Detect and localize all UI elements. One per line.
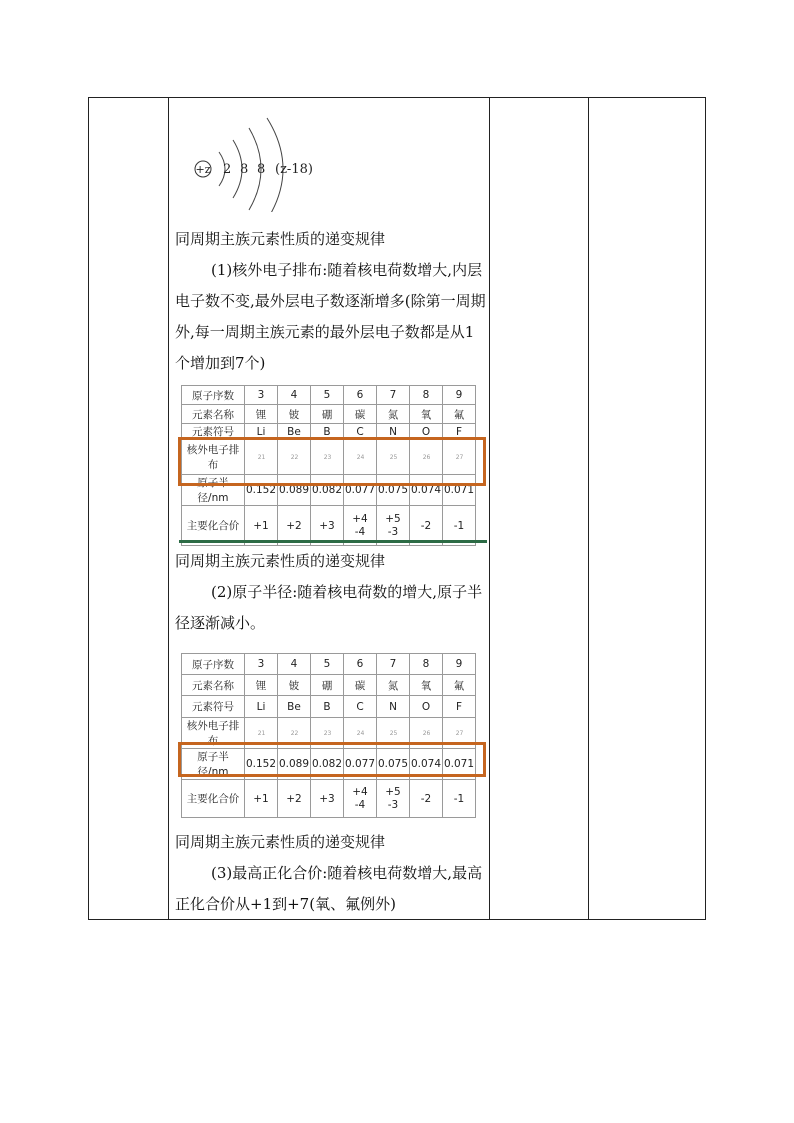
electron-shell-icon: 2 1 [245,440,278,475]
row-label: 原子序数 [182,386,245,405]
table-cell: Li [245,424,278,440]
table-cell: 7 [377,654,410,675]
table-cell: 0.071 [443,475,476,506]
table-cell: Be [278,696,311,718]
atom-structure-diagram [189,106,389,212]
table-row [182,386,476,405]
table-cell: -1 [443,506,476,546]
table-cell: 5 [311,386,344,405]
table-cell: 硼 [311,405,344,424]
electron-shell-icon: 2 3 [311,440,344,475]
electron-shell-icon: 2 2 [278,440,311,475]
content-column [169,98,489,919]
electron-shell-icon: 2 2 [278,718,311,749]
table-cell: O [410,424,443,440]
table-cell: 氟 [443,675,476,696]
shell-count-3: 8 [257,162,266,177]
electron-shell-icon: 2 5 [377,440,410,475]
nucleus-label: +z [195,163,211,176]
table-cell: 0.075 [377,749,410,780]
table-cell: Li [245,696,278,718]
section-1-heading: 同周期主族元素性质的递变规律 [175,230,386,248]
table-cell: F [443,696,476,718]
table-row [182,405,476,424]
row-label: 核外电子排布 [182,440,245,475]
table-cell: +3 [311,506,344,546]
shell-count-2: 8 [240,162,249,177]
table-cell: Be [278,424,311,440]
table-cell: 氮 [377,405,410,424]
electron-shell-icon: 2 1 [245,718,278,749]
table-cell: +1 [245,506,278,546]
table-cell: 0.071 [443,749,476,780]
table-row [182,696,476,718]
table-cell: 6 [344,386,377,405]
table-cell: 9 [443,654,476,675]
row-label: 元素符号 [182,424,245,440]
table-cell: 氧 [410,675,443,696]
table-cell: 铍 [278,405,311,424]
shell-count-4: (z-18) [275,162,313,177]
row-label: 主要化合价 [182,780,245,818]
table-cell: 0.089 [278,475,311,506]
row-label: 原子半径/nm [182,475,245,506]
row-label: 元素名称 [182,405,245,424]
table-cell: -2 [410,506,443,546]
column-divider-3 [588,98,589,919]
table-cell: 氮 [377,675,410,696]
table-cell: B [311,696,344,718]
lesson-table [88,97,706,920]
table-cell: 0.082 [311,475,344,506]
table-cell: 0.077 [344,749,377,780]
table-cell: O [410,696,443,718]
section-3-heading: 同周期主族元素性质的递变规律 [175,833,386,851]
table-cell: 0.074 [410,475,443,506]
highlight-box-electron-configuration [178,437,486,486]
table-cell: C [344,424,377,440]
electron-shell-icon: 2 5 [377,718,410,749]
table-row [182,780,476,818]
table-cell: 碳 [344,675,377,696]
row-label: 元素符号 [182,696,245,718]
table-cell: +5 -3 [377,506,410,546]
table-cell: 0.089 [278,749,311,780]
row-label: 核外电子排布 [182,718,245,749]
electron-shell-icon: 2 6 [410,718,443,749]
section-1-body: (1)核外电子排布:随着核电荷数增大,内层电子数不变,最外层电子数逐渐增多(除第一周期外,每一周期主族元素的最外层电子数都是从1个增加到7个) [175,261,486,372]
table-cell: +1 [245,780,278,818]
electron-shell-icon: 2 3 [311,718,344,749]
periodic-table-2 [181,653,476,818]
table-row [182,654,476,675]
table-cell: 7 [377,386,410,405]
table-cell: C [344,696,377,718]
table-cell: +2 [278,780,311,818]
highlight-box-atomic-radius [178,742,486,777]
table-cell: N [377,696,410,718]
table-cell: 铍 [278,675,311,696]
table-cell: 0.075 [377,475,410,506]
section-3-body: (3)最高正化合价:随着核电荷数增大,最高正化合价从+1到+7(氧、氟例外) [175,864,483,913]
table-cell: 3 [245,386,278,405]
table-cell: 6 [344,654,377,675]
column-divider-2 [489,98,490,919]
row-label: 元素名称 [182,675,245,696]
table-cell: 4 [278,386,311,405]
table-cell: -1 [443,780,476,818]
shell-count-1: 2 [223,162,232,177]
row-label: 原子序数 [182,654,245,675]
table-cell: 硼 [311,675,344,696]
table-cell: 氟 [443,405,476,424]
table-row [182,675,476,696]
table-cell: 氧 [410,405,443,424]
table-cell: 锂 [245,675,278,696]
section-2-heading: 同周期主族元素性质的递变规律 [175,552,386,570]
table-cell: 5 [311,654,344,675]
table-cell: 碳 [344,405,377,424]
electron-shell-icon: 2 7 [443,440,476,475]
table-cell: -2 [410,780,443,818]
table-cell: +2 [278,506,311,546]
table-cell: 4 [278,654,311,675]
table-cell: N [377,424,410,440]
row-label: 主要化合价 [182,506,245,546]
table-cell: 8 [410,386,443,405]
table-cell: 锂 [245,405,278,424]
table-cell: 3 [245,654,278,675]
electron-shell-icon: 2 4 [344,718,377,749]
table-cell: +3 [311,780,344,818]
table-cell: +4 -4 [344,506,377,546]
table-cell: 0.074 [410,749,443,780]
table-cell: 0.152 [245,475,278,506]
table-cell: B [311,424,344,440]
table-cell: 9 [443,386,476,405]
electron-shell-icon: 2 6 [410,440,443,475]
table-cell: F [443,424,476,440]
table-cell: +4 -4 [344,780,377,818]
section-2-body: (2)原子半径:随着核电荷数的增大,原子半径逐渐减小。 [175,583,483,632]
table-cell: 0.082 [311,749,344,780]
electron-shell-icon: 2 7 [443,718,476,749]
electron-shell-icon: 2 4 [344,440,377,475]
row-label: 原子半径/nm [182,749,245,780]
table-cell: 8 [410,654,443,675]
section-divider [179,540,487,543]
table-cell: 0.077 [344,475,377,506]
table-cell: +5 -3 [377,780,410,818]
table-cell: 0.152 [245,749,278,780]
